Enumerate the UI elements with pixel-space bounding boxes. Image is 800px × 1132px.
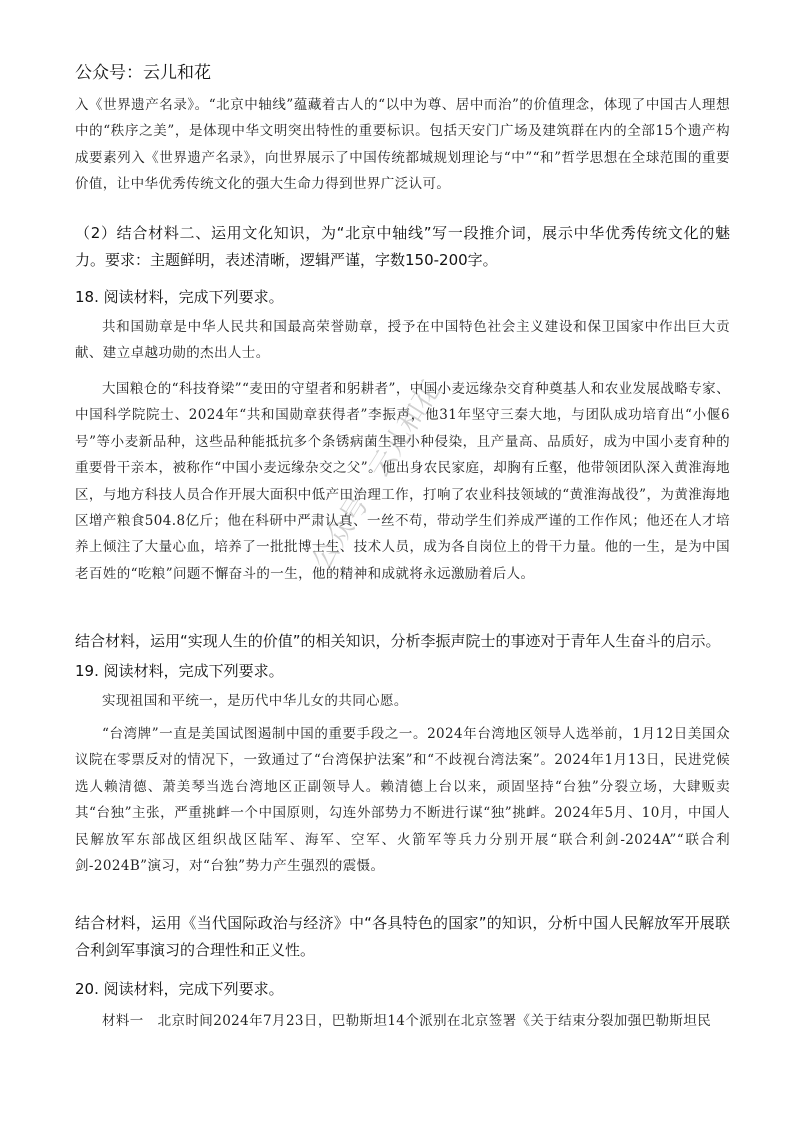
q18-task: 结合材料，运用“实现人生的价值”的相关知识，分析李振声院士的事迹对于青年人生奋斗的启示。 [75,632,721,650]
q19-paragraph-2: “台湾牌”一直是美国试图遏制中国的重要手段之一。2024年台湾地区领导人选举前，1月12日美国众议院在零票反对的情况下，一致通过了“台湾保护法案”和“不歧视台湾法案”。2024年1月13日，民进党候选人赖清德、萧美琴当选台湾地区正副领导人。赖清德上台以来，顽固坚持“台独”分裂立场，大肆贩卖其“台独”主张，严重挑衅一个中国原则，勾连外部势力不断进行谋“独”挑衅。2024年5月、10月，中国人民解放军东部战区组织战区陆军、海军、空军、火箭军等兵力分别开展“联合利剑-2024A”“联合利剑-2024B”演习，对“台独”势力产生强烈的震慑。 [75,726,730,875]
q20-heading: 20. 阅读材料，完成下列要求。 [75,980,284,998]
q19-paragraph-1: 实现祖国和平统一，是历代中华儿女的共同心愿。 [102,693,408,709]
q17-material-continued: 入《世界遗产名录》。“北京中轴线”蕴藏着古人的“以中为尊、居中而治”的价值理念，体现了中国古人理想中的“秩序之美”，是体现中华文明突出特性的重要标识。包括天安门广场及建筑群在内的全部15个遗产构成要素列入《世界遗产名录》，向世界展示了中国传统都城规划理论与“中”“和”哲学思想在全球范围的重要价值，让中华优秀传统文化的强大生命力得到世界广泛认可。 [75,97,730,193]
account-header: 公众号：云儿和花 [75,63,211,83]
q18-paragraph-1: 共和国勋章是中华人民共和国最高荣誉勋章，授予在中国特色社会主义建设和保卫国家中作出巨大贡献、建立卓越功勋的杰出人士。 [75,319,730,362]
q18-paragraph-2: 大国粮仓的“科技脊梁”“麦田的守望者和躬耕者”，中国小麦远缘杂交育种奠基人和农业发展战略专家、中国科学院院士、2024年“共和国勋章获得者”李振声，他31年坚守三秦大地，与团队成功培育出“小偃6号”等小麦新品种，这些品种能抵抗多个条锈病菌生理小种侵染，且产量高、品质好，成为中国小麦育种的重要骨干亲本，被称作“中国小麦远缘杂交之父”。他出身农民家庭，却胸有丘壑，他带领团队深入黄淮海地区，与地方科技人员合作开展大面积中低产田治理工作，打响了农业科技领域的“黄淮海战役”，为黄淮海地区增产粮食504.8亿斤；他在科研中严肃认真、一丝不苟，带动学生们养成严谨的工作作风；他还在人才培养上倾注了大量心血，培养了一批批博士生、技术人员，成为各自岗位上的骨干力量。他的一生，是为中国老百姓的“吃粮”问题不懈奋斗的一生，他的精神和成就将永远激励着后人。 [75,381,730,582]
q20-material-1: 材料一 北京时间2024年7月23日，巴勒斯坦14个派别在北京签署《关于结束分裂加强巴勒斯坦民 [102,1013,712,1029]
q18-heading: 18. 阅读材料，完成下列要求。 [75,288,284,306]
watermark: 公众号：云儿和花 [305,375,447,576]
q17-task-2: （2）结合材料二、运用文化知识，为“北京中轴线”写一段推介词，展示中华优秀传统文化的魅力。要求：主题鲜明，表述清晰，逻辑严谨，字数150-200字。 [75,224,730,269]
q19-task: 结合材料，运用《当代国际政治与经济》中“各具特色的国家”的知识，分析中国人民解放军开展联合利剑军事演习的合理性和正义性。 [75,914,730,959]
q19-heading: 19. 阅读材料，完成下列要求。 [75,662,284,680]
